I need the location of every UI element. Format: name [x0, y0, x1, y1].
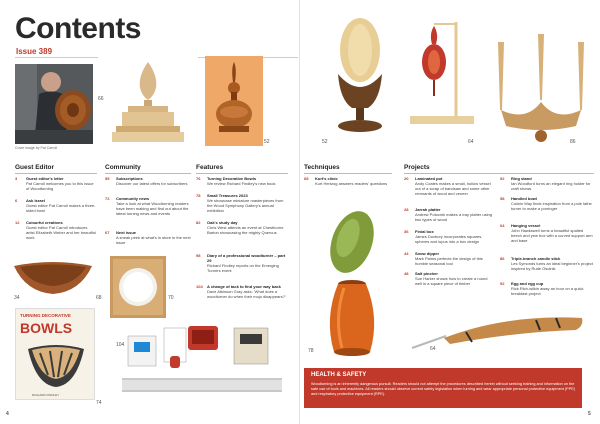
hanging-vessel-photo: [400, 14, 480, 144]
issue-number: Issue 389: [16, 47, 53, 56]
orange-vase-photo: [318, 278, 386, 358]
image-number: 68: [96, 295, 102, 301]
salt-box-photo: [110, 256, 166, 318]
section-rule: [196, 173, 288, 174]
contents-entry[interactable]: 3 Guest editor's letter Pat Carroll welcomes you to this issue of Woodturning: [15, 176, 94, 191]
turning-tools-photo: [122, 322, 282, 400]
image-number: 34: [14, 295, 20, 301]
book-title-line1: TURNING DECORATIVE: [20, 313, 71, 318]
image-number: 66: [98, 96, 104, 102]
image-number: 70: [168, 295, 174, 301]
contents-entry[interactable]: 55 Subscriptions Discover our latest offers for subscribers: [105, 176, 188, 186]
section-rule: [304, 173, 392, 174]
section-heading-features: Features: [196, 164, 224, 171]
contents-entry[interactable]: 67 Next issue A sneak peek at what's in store in the next issue: [105, 230, 191, 245]
section-heading-community: Community: [105, 164, 141, 171]
page-title: Contents: [15, 12, 141, 45]
section-heading-guest-editor: Guest Editor: [15, 164, 55, 171]
contents-entry[interactable]: 20 Laminated pot Andy Coates makes a small, hollow vessel out of a scrap of bandsaw and some other remnants of wood and veneer: [404, 176, 491, 196]
image-number: 64: [468, 139, 474, 145]
candlestick-photo: [486, 30, 596, 146]
contents-entry[interactable]: 64 Hanging vessel John Hawkswell turns a beautiful spalted beech and yew box with a curved support arm and base: [500, 223, 593, 243]
image-number: 52: [322, 139, 328, 145]
egg-cup-photo: [320, 16, 400, 146]
image-number: 86: [570, 139, 576, 145]
contents-entry[interactable]: 86 Triple-branch candle stick Les Symonds turns an ideal beginner's project inspired by Rude Osolnik: [500, 256, 593, 271]
image-number: 52: [264, 139, 270, 145]
contents-entry[interactable]: 78 Small Treasures 2023 We showcase miniature masterpieces from the Wood Symphony Gallery's annual exhibition: [196, 193, 284, 213]
section-rule: [15, 173, 97, 174]
image-number: 78: [308, 348, 314, 354]
contents-entry[interactable]: 104 A change of tack to find your way back Dave Atkinson Gray asks: 'What does a woodturner do when their mojo disappears?': [196, 284, 286, 299]
contents-entry[interactable]: 68 Kurt's clinic Kurt Hertzog answers readers' questions: [304, 176, 388, 186]
section-heading-techniques: Techniques: [304, 164, 340, 171]
page-number-left: 4: [6, 411, 9, 417]
cover-photo: [15, 64, 93, 144]
book-author: RICHARD FINDLEY: [32, 393, 60, 397]
contents-entry[interactable]: 82 Oak's study day Chris West attends an event at Chesthorne Barton showcasing the mighty Quercus: [196, 220, 284, 235]
image-number: 74: [96, 400, 102, 406]
contents-entry[interactable]: 58 Handled bowl Colwin Way finds inspiration from a pole lathe turner to make a porringer: [500, 196, 592, 211]
contents-entry[interactable]: 92 Egg and egg cup Rick Rich-wilkin away an hour on a quick breakfast project: [500, 281, 584, 296]
three-sided-bowl-photo: [10, 256, 96, 298]
photo-credit: Cover image by Pat Carroll: [15, 146, 58, 150]
book-title-line2: BOWLS: [20, 320, 73, 336]
contents-entry[interactable]: 72 Community news Take a look at what Woodturning readers have been making and find out about the latest turning news and events: [105, 196, 189, 216]
lidded-box-photo: [205, 56, 263, 146]
section-heading-projects: Projects: [404, 164, 430, 171]
health-safety-title: HEALTH & SAFETY: [311, 372, 367, 378]
contents-entry[interactable]: 76 Turning Decorative Bowls We review Richard Findley's new book: [196, 176, 276, 186]
contents-entry[interactable]: 52 Ring stand Ian Woodford turns an elegant ring holder for craft shows: [500, 176, 591, 191]
right-page: [300, 0, 600, 424]
image-number: 104: [116, 342, 125, 348]
health-safety-box: [304, 368, 582, 408]
green-egg-photo: [314, 206, 390, 278]
finial-box-photo: [98, 56, 198, 148]
section-rule: [105, 173, 191, 174]
contents-entry[interactable]: 12 Colourful creations Guest editor Pat Carroll introduces artist Elizabeth Weber and her beautiful work: [15, 220, 96, 240]
book-cover: [15, 308, 95, 400]
contents-entry[interactable]: 48 Salt pincher Sue Harker shows how to create a round well in a square piece of timber: [404, 271, 488, 286]
image-number: 64: [430, 346, 436, 352]
contents-entry[interactable]: 44 Snow dipper Mark Palms perfects the design of this humble seasonal tool: [404, 251, 483, 266]
contents-entry[interactable]: 28 Jarrah platter Andrew Potocnik makes a tray platter using two types of wood: [404, 207, 492, 222]
contents-entry[interactable]: 36 Finial box James Duxbury incorporates squares, spheres and lupus into a box design: [404, 229, 483, 244]
page-number-right: 5: [588, 411, 591, 417]
health-safety-text: Woodturning is an inherently dangerous pursuit. Readers should not attempt the procedures described herein without seeking training and information on the safe use of tools and machines. All readers should observe current safety legislation when turning and wear appropriate personal protective equipment (PPE) and respiratory protective equipment (RPE).: [311, 382, 576, 396]
contents-entry[interactable]: 98 Diary of a professional woodturner – part 29 Richard Findley reports on the Emerging Turners event: [196, 253, 286, 273]
section-rule: [404, 173, 594, 174]
contents-entry[interactable]: 6 Ask Israel Guest editor Pat Carroll makes a three-sided bowl: [15, 198, 96, 213]
